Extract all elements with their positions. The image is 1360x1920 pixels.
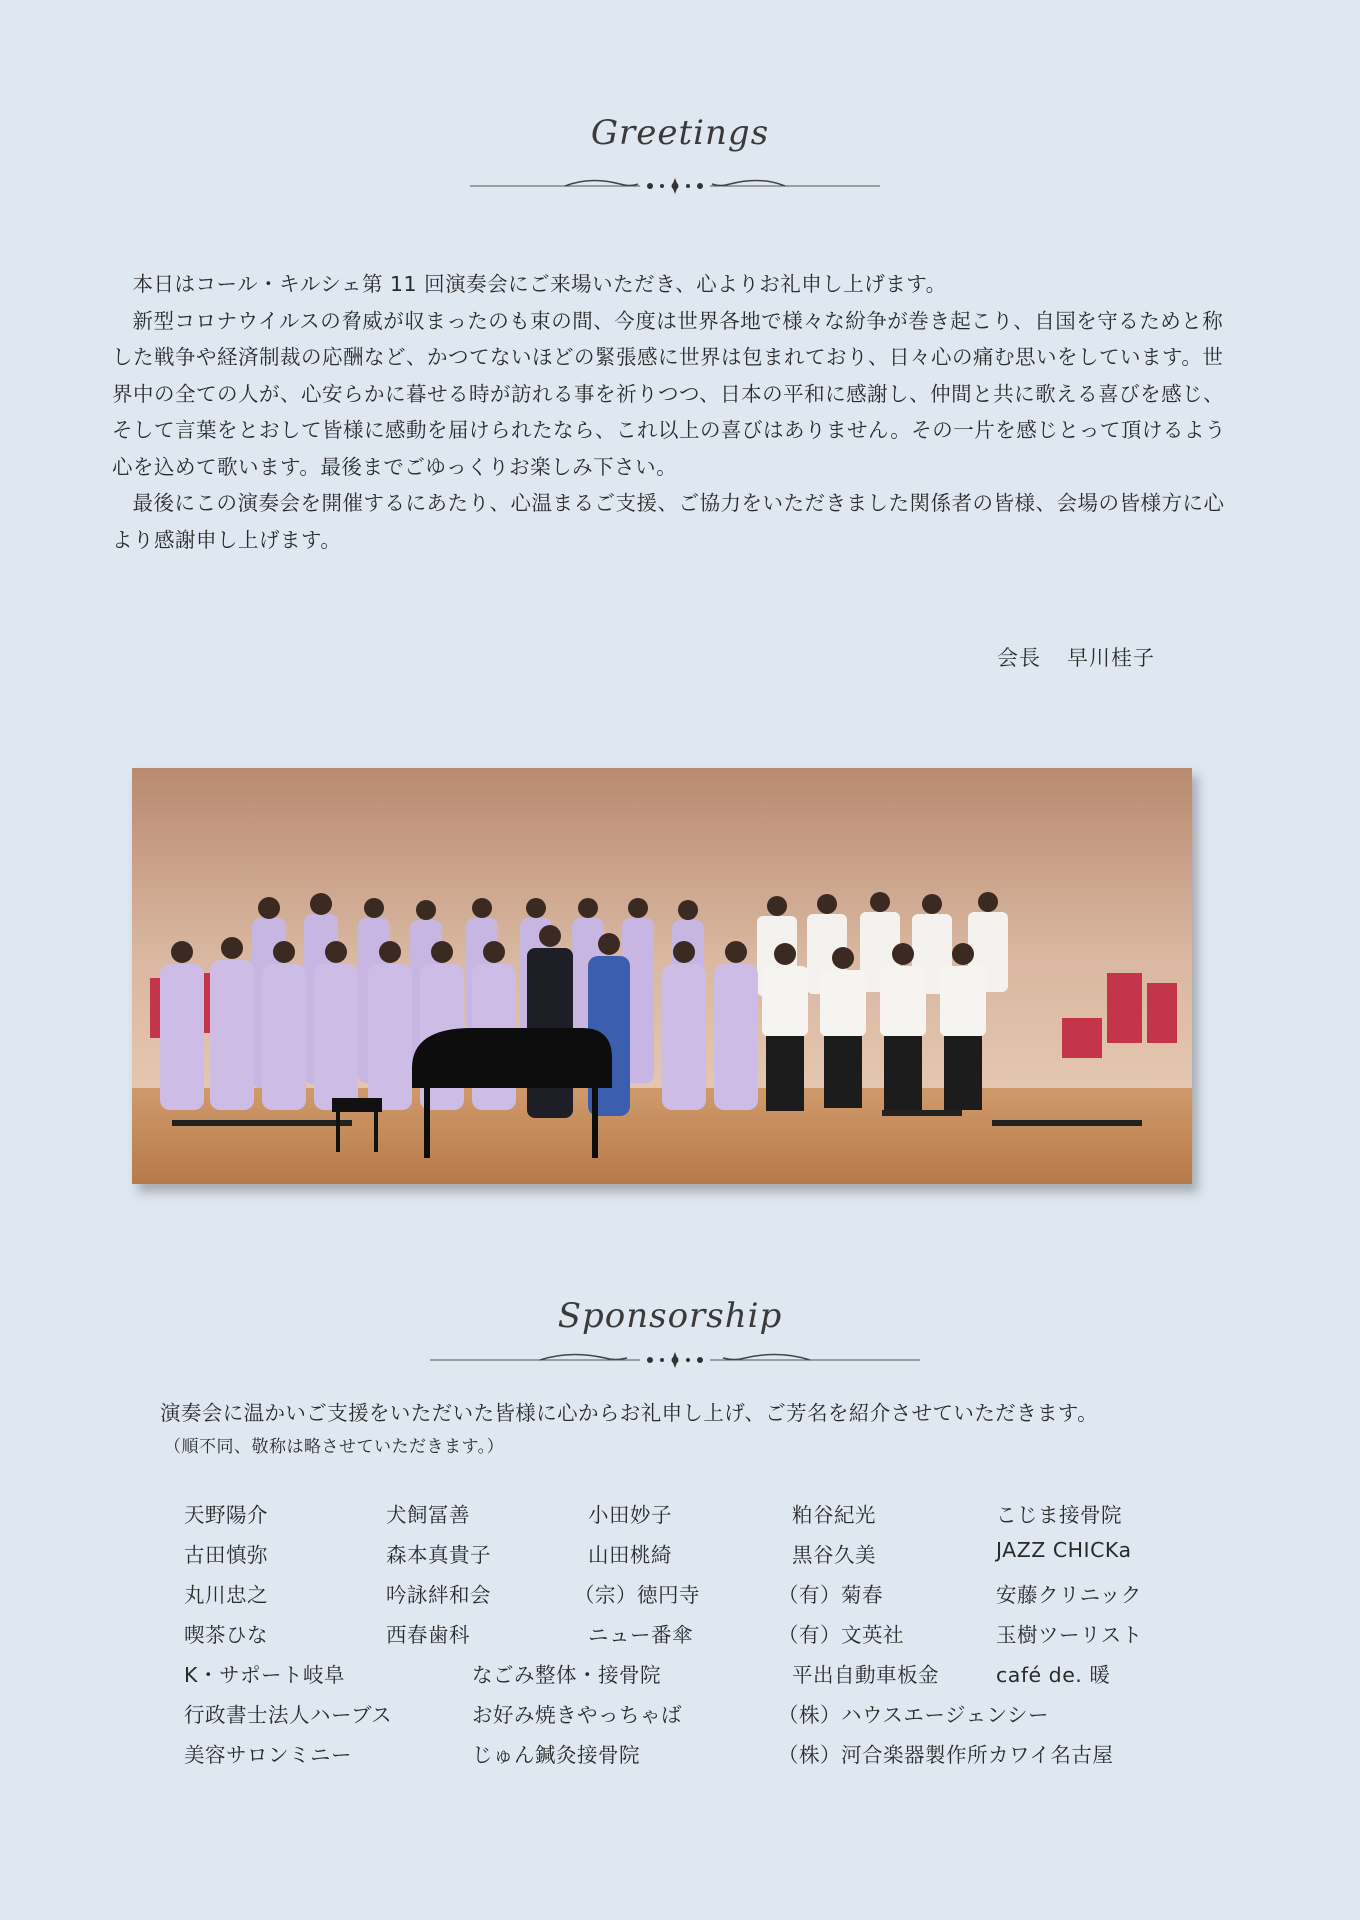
sponsorship-intro: 演奏会に温かいご支援をいただいた皆様に心からお礼申し上げ、ご芳名を紹介させていただきます。 bbox=[160, 1401, 1099, 1425]
sponsor-name: こじま接骨院 bbox=[996, 1503, 1122, 1527]
ornament-divider-icon bbox=[470, 174, 880, 198]
sponsorship-heading: Sponsorship bbox=[557, 1296, 783, 1336]
sponsor-name: 犬飼冨善 bbox=[386, 1503, 470, 1527]
ornament-divider-icon bbox=[430, 1348, 920, 1372]
sponsor-name: 喫茶ひな bbox=[184, 1623, 268, 1647]
sponsor-name: 山田桃綺 bbox=[588, 1543, 672, 1567]
sponsor-row bbox=[0, 1698, 1360, 1738]
sponsor-row bbox=[0, 1658, 1360, 1698]
greetings-paragraph: 最後にこの演奏会を開催するにあたり、心温まるご支援、ご協力をいただきました関係者の皆様、会場の皆様方に心より感謝申し上げます。 bbox=[112, 491, 1225, 552]
sponsor-name: 粕谷紀光 bbox=[792, 1503, 876, 1527]
sponsor-name: （有）菊春 bbox=[778, 1583, 883, 1607]
signature-name: 早川桂子 bbox=[1067, 646, 1155, 670]
sponsor-name: 行政書士法人ハーブス bbox=[184, 1703, 393, 1727]
sponsor-name: 丸川忠之 bbox=[184, 1583, 268, 1607]
sponsorship-note: （順不同、敬称は略させていただきます。） bbox=[164, 1437, 505, 1457]
greetings-heading: Greetings bbox=[590, 113, 770, 153]
sponsor-name: 美容サロンミニー bbox=[184, 1743, 352, 1767]
sponsor-name: ニュー番傘 bbox=[588, 1623, 693, 1647]
sponsor-name: 安藤クリニック bbox=[996, 1583, 1142, 1607]
sponsor-name: 黒谷久美 bbox=[792, 1543, 876, 1567]
sponsor-name: （株）河合楽器製作所カワイ名古屋 bbox=[778, 1743, 1114, 1767]
sponsor-name: お好み焼きやっちゃば bbox=[472, 1703, 682, 1727]
signature bbox=[997, 642, 1155, 672]
sponsor-name: café de. 暖 bbox=[996, 1663, 1111, 1687]
sponsor-name: （株）ハウスエージェンシー bbox=[778, 1703, 1050, 1727]
sponsor-name: K・サポート岐阜 bbox=[184, 1663, 345, 1687]
greetings-paragraph: 新型コロナウイルスの脅威が収まったのも束の間、今度は世界各地で様々な紛争が巻き起こり、自国を守るためと称した戦争や経済制裁の応酬など、かつてないほどの緊張感に世界は包まれており、日々心の痛む思いをしています。世界中の全ての人が、心安らかに暮せる時が訪れる事を祈りつつ、日本の平和に感謝し、仲間と共に歌える喜びを感じ、そして言葉をとおして皆様に感動を届けられたなら、これ以上の喜びはありません。その一片を感じとって頂けるよう心を込めて歌います。最後までごゆっくりお楽しみ下さい。 bbox=[112, 308, 1226, 479]
sponsor-name: じゅん鍼灸接骨院 bbox=[472, 1743, 640, 1767]
sponsor-name: 吟詠絆和会 bbox=[386, 1583, 491, 1607]
signature-title: 会長 bbox=[997, 646, 1041, 670]
sponsor-name: JAZZ CHICKa bbox=[996, 1538, 1132, 1562]
sponsor-row bbox=[0, 1738, 1360, 1778]
sponsor-row bbox=[0, 1618, 1360, 1658]
choir-photo-icon bbox=[132, 768, 1192, 1184]
sponsor-name: 古田慎弥 bbox=[184, 1543, 268, 1567]
sponsor-name: 玉樹ツーリスト bbox=[996, 1623, 1143, 1647]
greetings-paragraph: 本日はコール・キルシェ第 11 回演奏会にご来場いただき、心よりお礼申し上げます。 bbox=[132, 272, 947, 296]
sponsor-name: なごみ整体・接骨院 bbox=[472, 1663, 661, 1687]
sponsor-row bbox=[0, 1578, 1360, 1618]
sponsor-row bbox=[0, 1538, 1360, 1578]
sponsor-name: 平出自動車板金 bbox=[792, 1663, 939, 1687]
choir-photo bbox=[132, 768, 1192, 1184]
greetings-body bbox=[112, 266, 1237, 558]
sponsor-name: 森本真貴子 bbox=[386, 1543, 491, 1567]
sponsor-name: 小田妙子 bbox=[588, 1503, 672, 1527]
sponsor-row bbox=[0, 1498, 1360, 1538]
sponsor-name: （有）文英社 bbox=[778, 1623, 904, 1647]
sponsor-name: 天野陽介 bbox=[184, 1503, 268, 1527]
sponsor-name: （宗）徳円寺 bbox=[574, 1583, 700, 1607]
sponsor-name: 西春歯科 bbox=[386, 1623, 470, 1647]
